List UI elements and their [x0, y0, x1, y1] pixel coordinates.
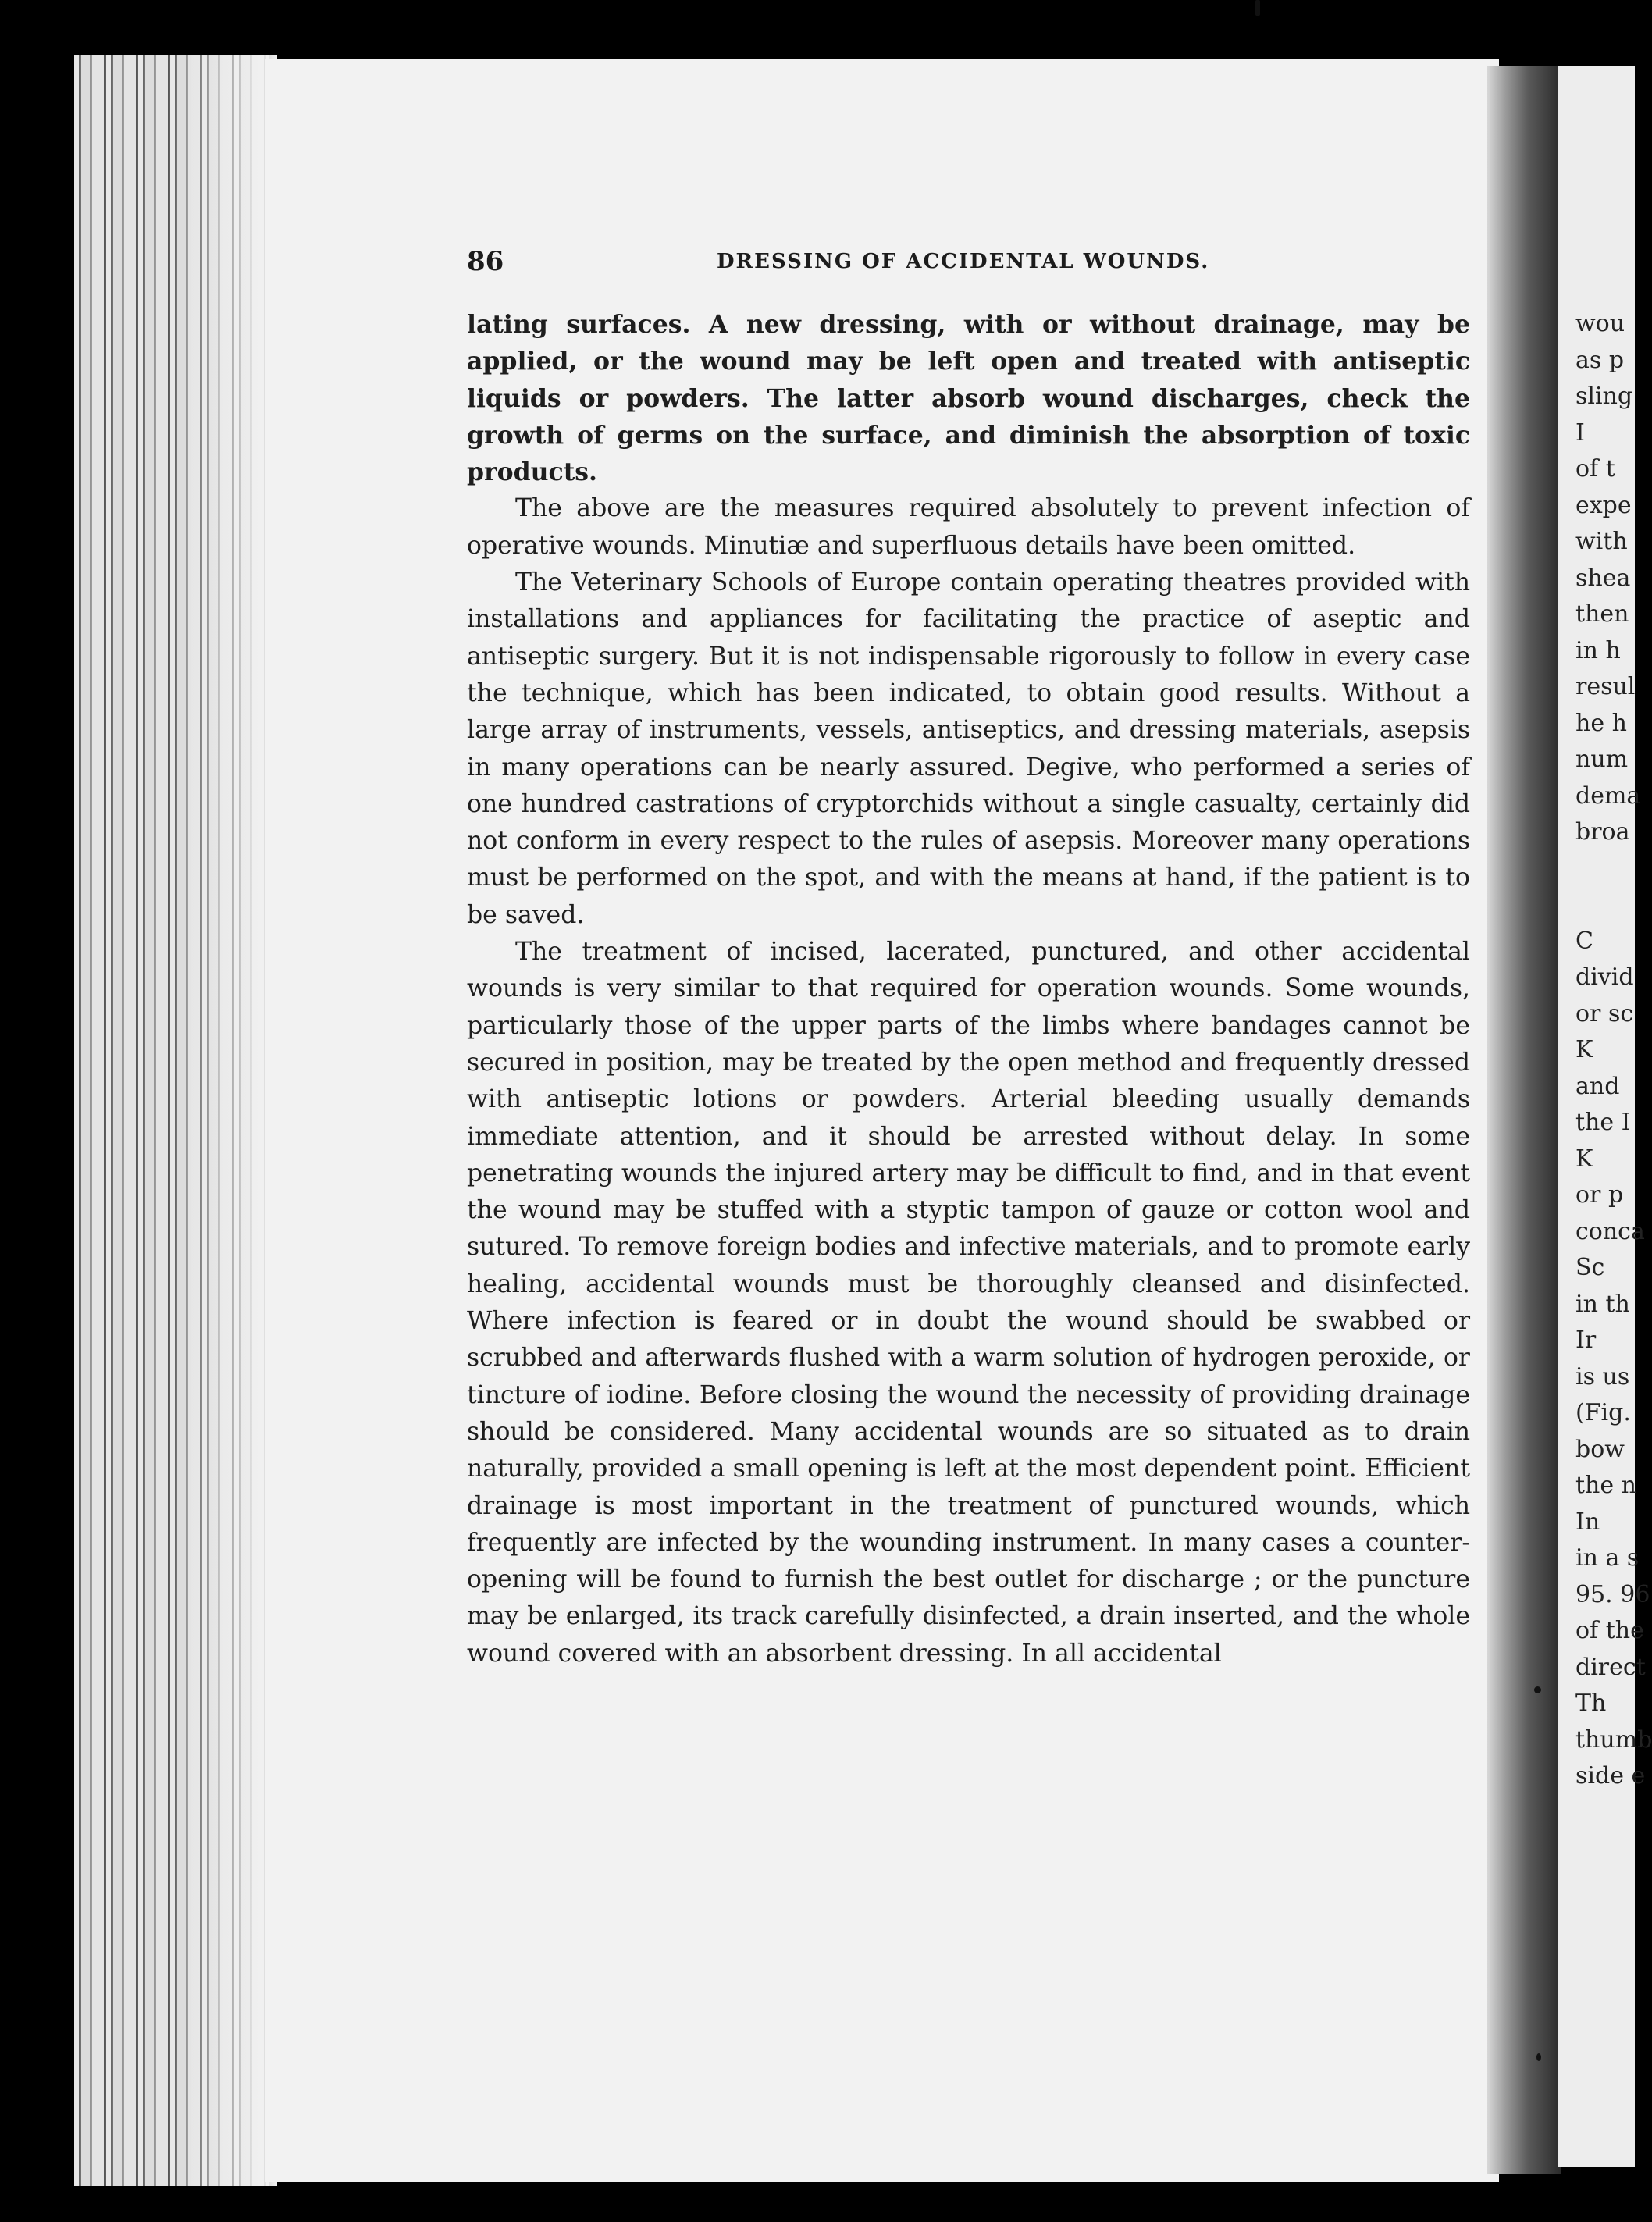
next-page-fragment: or p: [1575, 1181, 1624, 1209]
binding-fade: [191, 55, 277, 2186]
next-page-fragment: C: [1575, 927, 1593, 955]
next-page-fragment: dema: [1575, 782, 1641, 810]
next-page-fragment: K: [1575, 1145, 1593, 1173]
next-page-fragment: and: [1575, 1072, 1620, 1100]
next-page-text: [1575, 306, 1652, 1795]
body-text: [467, 306, 1470, 1672]
next-page-fragment: conca: [1575, 1217, 1645, 1245]
next-page-fragment: [1575, 851, 1635, 888]
next-page-fragment: then: [1575, 600, 1629, 628]
scan-speck: [1536, 2053, 1541, 2061]
next-page-fragment: I: [1575, 418, 1585, 447]
next-page-fragment: side e: [1575, 1762, 1646, 1789]
gutter-shadow: [1487, 66, 1561, 2174]
next-page-fragment: In: [1575, 1508, 1600, 1536]
next-page-fragment: in th: [1575, 1290, 1630, 1318]
next-page-fragment: divid: [1575, 963, 1634, 991]
next-page-fragment: of t: [1575, 455, 1615, 483]
next-page-fragment: as p: [1575, 346, 1625, 374]
paragraph-3: The Veterinary Schools of Europe contain operating theatres provided with installations and appliances for facilitating the practice of aseptic and antiseptic surgery. But it is not indispensable rigorously to follow in every case the technique, which has been indicated, to obtain good results. Without a large array of instruments, vessels, antiseptics, and dressing materials, asepsis in many operations can be nearly assured. Degive, who performed a series of one hundred castrations of cryptorchids without a single casualty, certainly did not conform in every respect to the rules of asepsis. Moreover many operations must be performed on the spot, and with the means at hand, if the patient is to be saved.: [467, 568, 1470, 929]
next-page-fragment: the n: [1575, 1472, 1636, 1499]
next-page-fragment: or sc: [1575, 999, 1634, 1027]
next-page-fragment: Th: [1575, 1690, 1607, 1717]
next-page-fragment: direct: [1575, 1653, 1646, 1681]
next-page-fragment: [1575, 887, 1635, 924]
scan-speck: [1534, 1686, 1541, 1693]
next-page-fragment: of the: [1575, 1617, 1644, 1644]
next-page-fragment: Ir: [1575, 1326, 1597, 1354]
paragraph-2: The above are the measures required absolutely to prevent infection of operative wounds. Minutiæ and superfluous details have been omitted.: [467, 494, 1470, 560]
next-page-fragment: in a s: [1575, 1544, 1640, 1572]
next-page-fragment: shea: [1575, 564, 1631, 592]
next-page-fragment: with: [1575, 528, 1628, 555]
next-page-fragment: K: [1575, 1036, 1593, 1063]
next-page-fragment: sling: [1575, 383, 1633, 410]
next-page-fragment: he h: [1575, 709, 1627, 737]
next-page-fragment: expe: [1575, 491, 1632, 519]
paragraph-1: lating surfaces. A new dressing, with or without drainage, may be applied, or the wound may be left open and treated with antiseptic liquids or powders. The latter absorb wound discharges, check the growth of germs on the surface, and diminish the absorption of toxic products.: [467, 310, 1470, 487]
next-page-fragment: 95. 96: [1575, 1580, 1650, 1608]
next-page-fragment: bow: [1575, 1435, 1625, 1463]
next-page-fragment: thumb: [1575, 1725, 1652, 1754]
next-page-fragment: is us: [1575, 1362, 1630, 1391]
scan-speck: [1255, 0, 1260, 16]
running-title: DRESSING OF ACCIDENTAL WOUNDS.: [717, 250, 1210, 273]
paragraph-4: The treatment of incised, lacerated, punctured, and other accidental wounds is very similar to that required for operation wounds. Some wounds, particularly those of the upper parts of the limbs where bandages cannot be secured in position, may be treated by the open method and frequently dressed with antiseptic lotions or powders. Arterial bleeding usually demands immediate attention, and it should be arrested without delay. In some penetrating wounds the injured artery may be difficult to find, and in that event the wound may be stuffed with a styptic tampon of gauze or cotton wool and sutured. To remove foreign bodies and infective materials, and to promote early healing, accidental wounds must be thoroughly cleansed and disinfected. Where infection is feared or in doubt the wound should be swabbed or scrubbed and afterwards flushed with a warm solution of hydrogen peroxide, or tincture of iodine. Before closing the wound the necessity of providing drainage should be considered. Many accidental wounds are so situated as to drain naturally, provided a small opening is left at the most dependent point. Efficient drainage is most important in the treatment of punctured wounds, which frequently are infected by the wounding instrument. In many cases a counter-opening will be found to furnish the best outlet for discharge ; or the puncture may be enlarged, its track carefully disinfected, a drain inserted, and the whole wound covered with an absorbent dressing. In all accidental: [467, 938, 1470, 1668]
next-page-fragment: broa: [1575, 818, 1630, 846]
next-page-fragment: resul: [1575, 673, 1636, 700]
next-page-fragment: num: [1575, 746, 1629, 773]
next-page-fragment: in h: [1575, 636, 1621, 664]
running-head: [467, 242, 1470, 281]
page-number: 86: [467, 246, 504, 277]
next-page-fragment: (Fig.: [1575, 1399, 1631, 1426]
next-page-fragment: wou: [1575, 310, 1625, 337]
next-page-fragment: Sc: [1575, 1254, 1605, 1281]
next-page-fragment: the I: [1575, 1109, 1631, 1136]
